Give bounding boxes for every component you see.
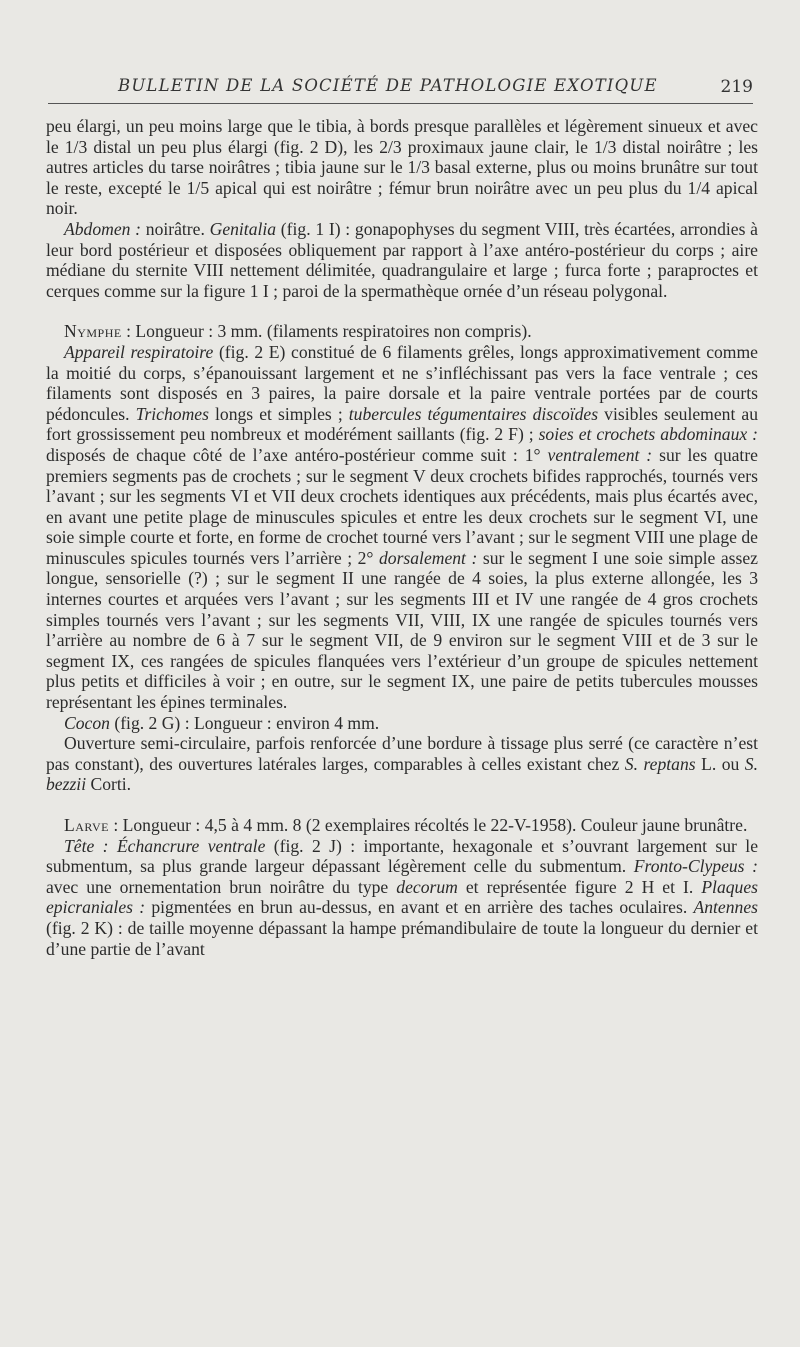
text-run: sur le segment I une soie simple assez longue, sensorielle (?) ; sur le segment II une rangée de 4 soies, la plus externe allongée, les 3 internes courtes et arquées vers l’avant ; sur les segments III et IV une rangée de 4 gros crochets simples tournés vers l’avant ; sur les segments VII, VIII, IX une rangée de spicules tournés vers l’arrière au nombre de 6 à 7 sur le segment VII, de 9 environ sur le segment VIII et de 3 sur le segment IX, ces rangées de spicules flanquées vers l’extérieur d’un groupe de spicules nettement plus petits et difficiles à voir ; en outre, sur le segment IX, une paire de petits tubercules mousses représentant les épines terminales. [46,547,758,713]
running-head: BULLETIN DE LA SOCIÉTÉ DE PATHOLOGIE EXOTIQUE [118,76,658,95]
heading-genitalia: Genitalia [209,218,277,239]
text-run: visibles seulement au fort grossissement peu nombreux et modérément saillants (fig. 2 F) ; [46,403,759,445]
paragraph-appareil [46,342,758,713]
text-run: et représentée figure 2 H et I. [457,876,702,897]
text-run: peu élargi, un peu moins large que le tibia, à bords presque parallèles et légèrement sinueux et avec le 1/3 distal un peu plus élargi (fig. 2 D), les 2/3 proximaux jaune clair, le 1/3 distal noirâtre ; les autres articles du tarse noirâtres ; tibia jaune sur le 1/3 basal externe, plus ou moins brunâtre sur tout le reste, excepté le 1/5 apical qui est noirâtre ; fémur brun noirâtre avec un peu plus du 1/4 apical noir. [46,116,758,219]
header-rule [48,103,753,104]
text-run: (fig. 2 K) : de taille moyenne dépassant la hampe prémandibulaire de toute la longueur du dernier et d’une partie de l’avant [46,917,758,959]
heading-ventralement: ventralement : [547,444,653,465]
heading-tete: Tête : Échancrure ventrale [64,835,266,856]
text-run: sur les quatre premiers segments pas de crochets ; sur le segment V deux crochets bifides rapprochés, tournés vers l’avant ; sur les segments VI et VII deux crochets identiques aux précédents, mais plus écartés avec, en avant une petite plage de minuscules spicules et entre les deux crochets sur le segment VI, une soie simple courte et forte, en forme de crochet tourné vers l’avant ; sur le segment VIII une plage de minuscules spicules tournés vers l’arrière ; 2° [46,444,758,568]
heading-dorsalement: dorsalement : [378,547,478,568]
paragraph-tete [46,836,758,960]
paragraph-cocon [46,713,758,734]
text-run: (fig. 1 I) : gonapophyses du segment VIII, très écartées, arrondies à leur bord postérieur et disposées obliquement par rapport à l’axe antéro-postérieur du corps ; aire médiane du sternite VIII nettement délimitée, quadrangulaire et large ; furca forte ; paraproctes et cerques comme sur la figure 1 I ; paroi de la spermathèque ornée d’un réseau polygonal. [46,218,758,301]
species-reptans: S. reptans [624,753,696,774]
text-run: (fig. 2 J) : importante, hexagonale et s’ouvrant largement sur le submentum, sa plus grande largeur dépassant légèrement celle du submentum. [46,835,759,877]
text-run: Ouverture semi-circulaire, parfois renforcée d’une bordure à tissage plus serré (ce caractère n’est pas constant), des ouvertures latérales larges, comparables à celles existant chez [46,733,758,774]
paragraph-larve [46,815,758,836]
text-run: noirâtre. [141,218,210,239]
paragraph-abdomen [46,219,758,301]
species-decorum: decorum [396,876,458,897]
text-run: L. ou [695,753,745,774]
text-run: (fig. 2 E) constitué de 6 filaments grêles, longs approximativement comme la moitié du corps, s’épanouissant largement et ne s’infléchissant pas vers la face ventrale ; ces filaments sont disposés en 3 paires, la paire dorsale et la paire ventrale portées par de courts pédoncules. [46,341,758,424]
heading-abdomen: Abdomen : [64,218,142,239]
body-text [46,116,758,959]
paragraph-legs [46,116,758,219]
page-number: 219 [720,77,753,97]
heading-antennes: Antennes [693,897,758,918]
heading-plaques: Plaques epicraniales : [46,876,758,918]
heading-nymphe: Nymphe [64,321,122,342]
text-run: avec une ornementation brun noirâtre du type [46,876,397,897]
paragraph-nymphe [46,321,758,342]
text-run: longs et simples ; [208,403,349,424]
heading-cocon: Cocon [64,712,110,733]
paragraph-ouverture [46,733,758,795]
text-run: disposés de chaque côté de l’axe antéro-postérieur comme suit : 1° [46,444,548,465]
text-run: Corti. [86,774,132,795]
heading-trichomes: Trichomes [135,403,209,424]
text-run: : Longueur : 4,5 à 4 mm. 8 (2 exemplaires récoltés le 22-V-1958). Couleur jaune brunâtre. [108,815,748,835]
text-run: pigmentées en brun au-dessus, en avant et en arrière des taches oculaires. [145,897,694,918]
heading-soies: soies et crochets abdominaux : [538,424,758,445]
page-header [48,76,753,100]
species-bezzii: S. bezzii [46,753,758,795]
heading-appareil: Appareil respiratoire [64,341,214,362]
heading-tubercules: tubercules tégumentaires discoïdes [348,403,599,424]
heading-larve: Larve [64,815,109,835]
text-run: : Longueur : 3 mm. (filaments respiratoires non compris). [121,321,532,342]
text-run: (fig. 2 G) : Longueur : environ 4 mm. [109,712,380,733]
heading-fronto-clypeus: Fronto-Clypeus : [633,856,758,877]
